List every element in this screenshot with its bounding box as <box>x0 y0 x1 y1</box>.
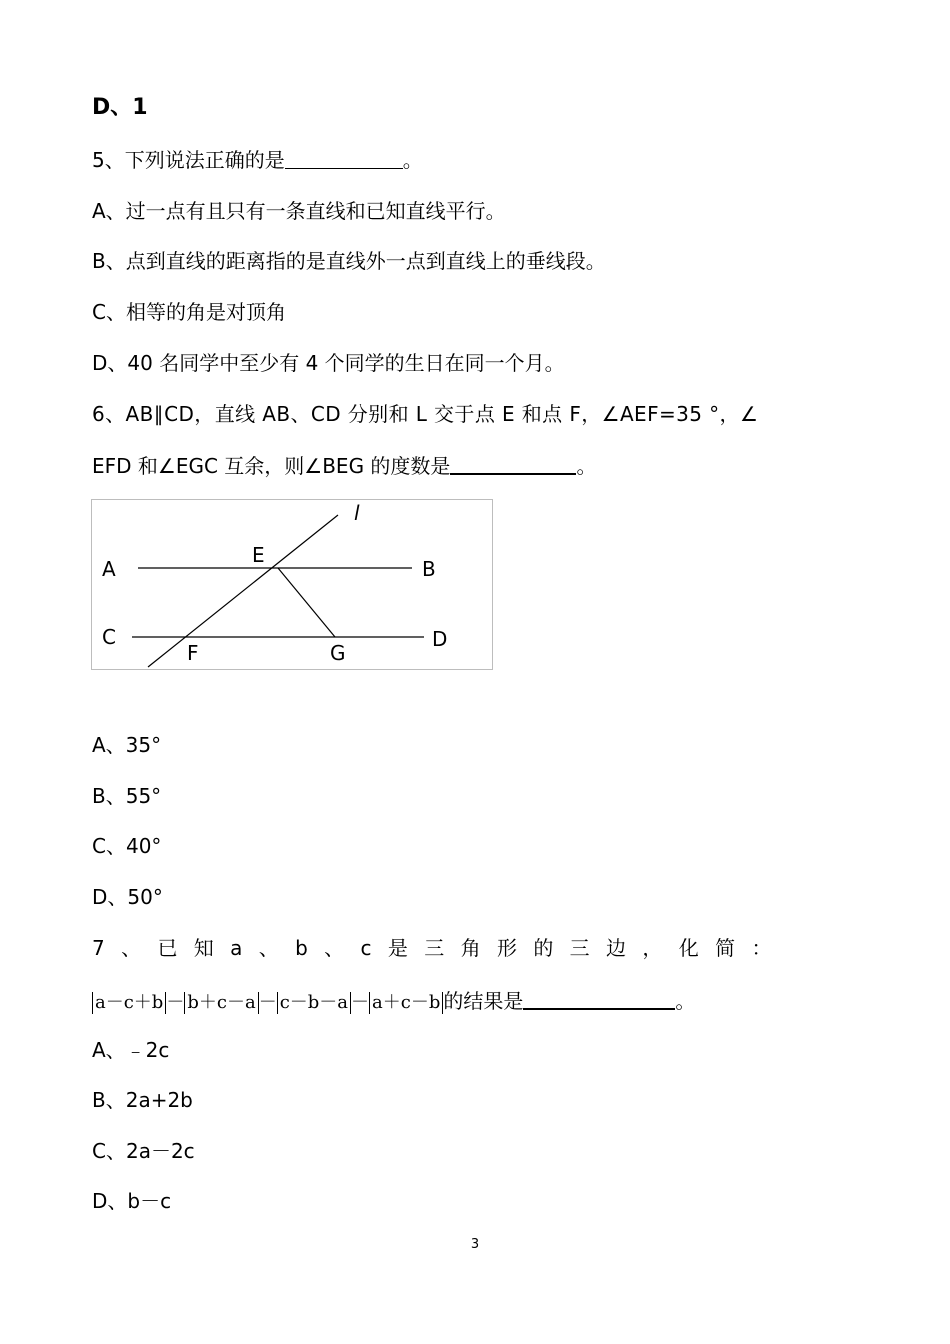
label-a: A <box>102 557 116 581</box>
label-g: G <box>330 641 346 665</box>
q5-stem-end: 。 <box>402 148 423 172</box>
q5-option-a: A、过一点有且只有一条直线和已知直线平行。 <box>92 199 506 223</box>
q7-option-b: B、2a+2b <box>92 1088 193 1112</box>
q7-stem-after: 的结果是 <box>443 989 524 1013</box>
q6-option-a: A、35° <box>92 733 162 757</box>
segment-eg <box>278 568 335 637</box>
q5-answer-blank[interactable] <box>285 146 403 169</box>
q6-stem-line2 <box>92 451 596 480</box>
transversal-l <box>148 515 338 667</box>
q5-stem <box>92 146 423 174</box>
q7-stem-end: 。 <box>675 989 696 1013</box>
abs-expr-1: a－c＋b <box>92 992 166 1014</box>
q7-answer-blank[interactable] <box>523 986 675 1010</box>
q5-option-b: B、点到直线的距离指的是直线外一点到直线上的垂线段。 <box>92 249 606 273</box>
q6-option-b: B、55° <box>92 784 162 808</box>
abs-expr-3: c－b－a <box>277 992 351 1014</box>
label-e: E <box>252 543 265 567</box>
q7-option-c: C、2a－2c <box>92 1139 195 1163</box>
label-f: F <box>187 641 199 665</box>
abs-expr-2: b＋c－a <box>184 992 258 1014</box>
q7-option-d: D、b－c <box>92 1189 172 1213</box>
q6-stem-end: 。 <box>576 454 597 478</box>
page-number: 3 <box>470 1237 480 1252</box>
geometry-figure <box>91 499 493 670</box>
q5-stem-text: 5、下列说法正确的是 <box>92 148 285 172</box>
q6-stem-line1: 6、AB∥CD，直线 AB、CD 分别和 L 交于点 E 和点 F，∠AEF=35 °，∠ <box>92 402 759 426</box>
q5-option-d: D、40 名同学中至少有 4 个同学的生日在同一个月。 <box>92 351 565 375</box>
q7-option-a: A、﹣2c <box>92 1038 170 1062</box>
q4-option-d: D、1 <box>92 95 148 120</box>
q5-option-c: C、相等的角是对顶角 <box>92 300 286 324</box>
q6-option-c: C、40° <box>92 834 162 858</box>
q6-answer-blank[interactable] <box>450 451 576 475</box>
label-d: D <box>432 627 448 651</box>
label-c: C <box>102 625 116 649</box>
label-b: B <box>422 557 436 581</box>
q7-stem-line1 <box>92 934 852 962</box>
abs-expr-4: a＋c－b <box>369 992 443 1014</box>
q6-option-d: D、50° <box>92 885 163 909</box>
label-l: l <box>354 501 360 525</box>
q7-expression: a－c＋b － b＋c－a － c－b－a － a＋c－b 的结果是 。 <box>92 986 695 1017</box>
q6-stem-text: EFD 和∠EGC 互余，则∠BEG 的度数是 <box>92 454 451 478</box>
q7-stem-text: 7 、 已 知 a 、 b 、 c 是 三 角 形 的 三 边 ， 化 简 ： <box>92 936 772 960</box>
